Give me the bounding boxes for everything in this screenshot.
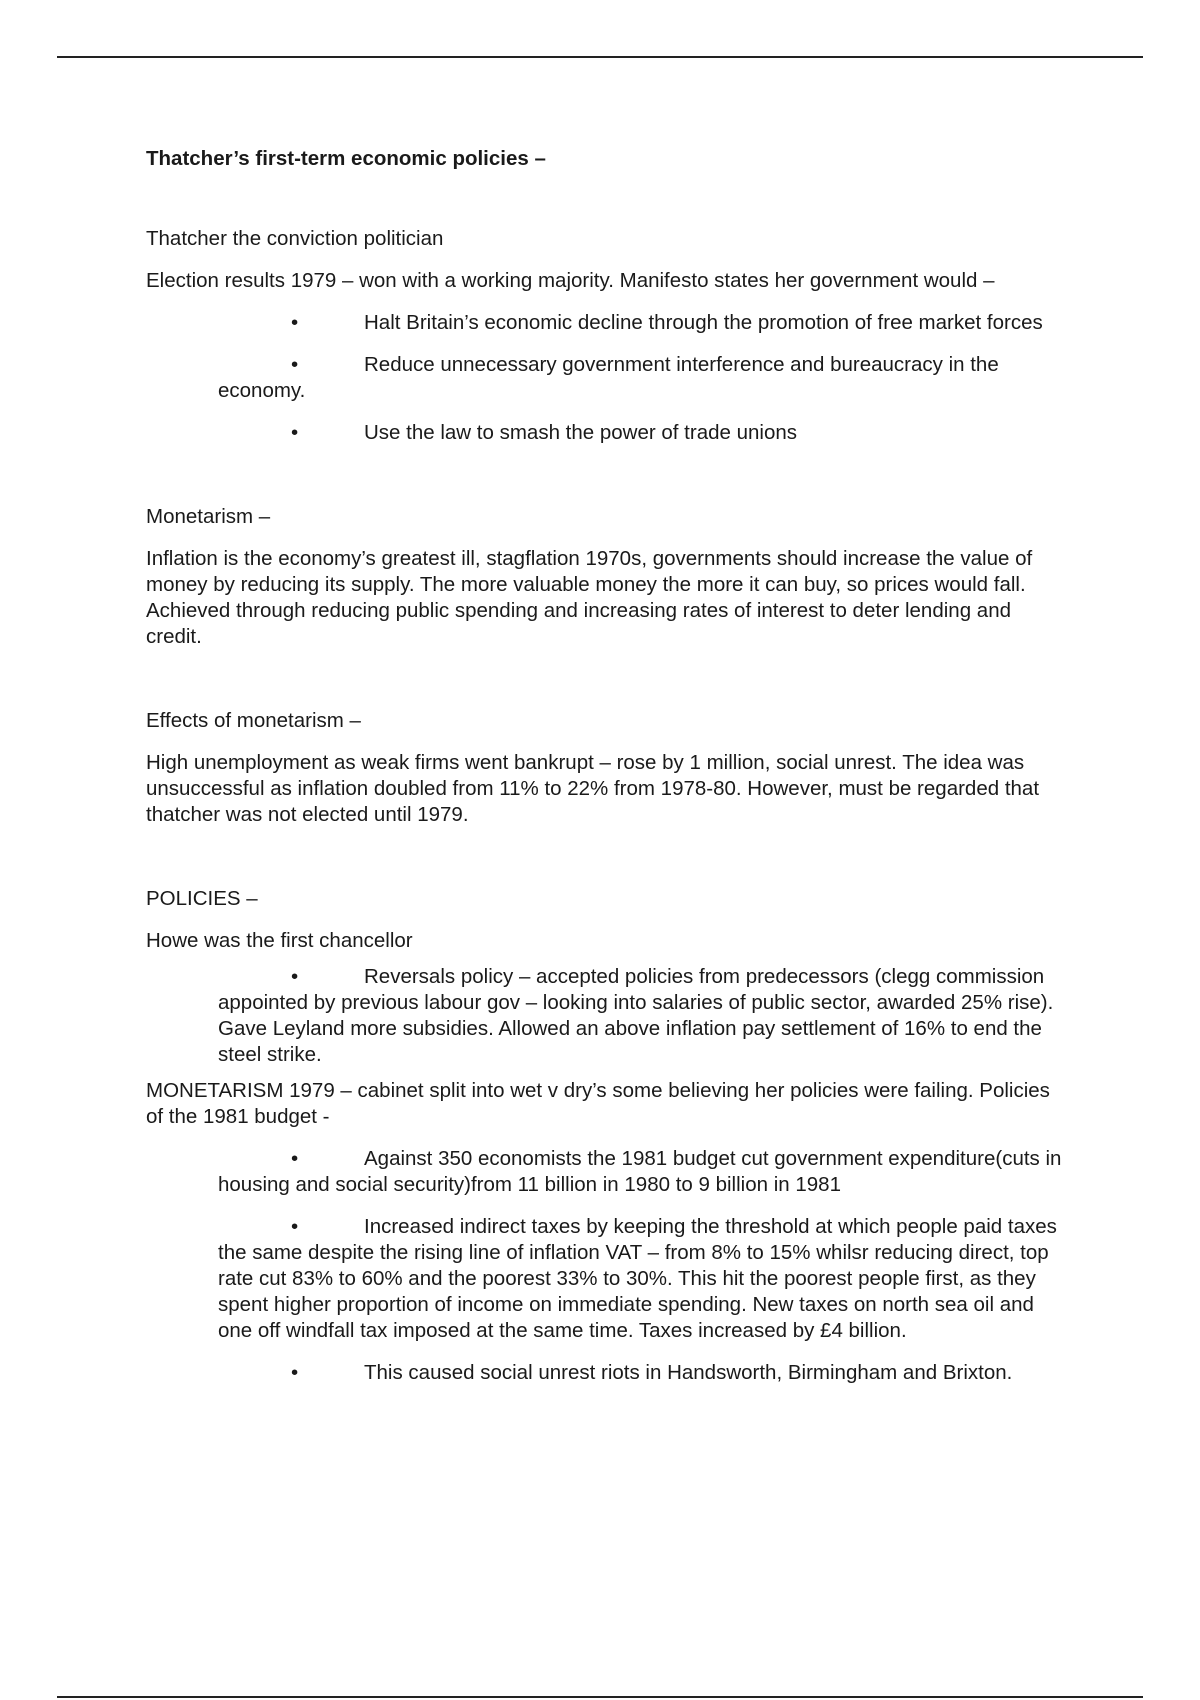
paragraph-monetarism: Inflation is the economy’s greatest ill, stagflation 1970s, governments should increase the value of money by reducing its supply. The more valuable money the more it can buy, so prices would fall. Achieved through reducing public spending and increasing rates of interest to deter lending and credit. [146, 547, 1033, 648]
list-item-text: Increased indirect taxes by keeping the threshold at which people paid taxes the same despite the rising line of inflation VAT – from 8% to 15% whilsr reducing direct, top rate cut 83% to 60% and the poorest 33% to 30%. This hit the poorest people first, as they spent higher proportion of income on immediate spending. New taxes on north sea oil and one off windfall tax imposed at the same time. Taxes increased by £4 billion. [218, 1215, 1057, 1342]
spacer [146, 462, 1066, 504]
bullet-icon: • [291, 421, 299, 444]
heading-policies: POLICIES – [146, 887, 258, 910]
spacer [146, 666, 1066, 708]
list-item [218, 1214, 1066, 1344]
heading-monetarism: Monetarism – [146, 505, 271, 528]
list-item [218, 310, 1066, 336]
list-item [218, 1146, 1066, 1198]
bottom-rule [57, 1696, 1143, 1698]
document-body [146, 146, 1066, 1402]
bullet-icon: • [291, 1361, 299, 1384]
paragraph-howe: Howe was the first chancellor [146, 929, 413, 952]
list-item [218, 964, 1066, 1068]
list-item-text: Reduce unnecessary government interference and bureaucracy in the economy. [218, 353, 999, 402]
list-item-text: Reversals policy – accepted policies from predecessors (clegg commission appointed by previous labour gov – looking into salaries of public sector, awarded 25% rise). Gave Leyland more subsidies. Allowed an above inflation pay settlement of 16% to end the steel strike. [218, 965, 1054, 1066]
list-item-text: Halt Britain’s economic decline through the promotion of free market forces [364, 311, 1043, 334]
list-item [218, 352, 1066, 404]
list-item-text: This caused social unrest riots in Handsworth, Birmingham and Brixton. [364, 1361, 1013, 1384]
heading-effects: Effects of monetarism – [146, 709, 361, 732]
bullet-icon: • [291, 1147, 299, 1170]
list-item [218, 420, 1066, 446]
spacer [146, 844, 1066, 886]
bullet-icon: • [291, 353, 299, 376]
paragraph-election: Election results 1979 – won with a working majority. Manifesto states her government would – [146, 269, 995, 292]
bullet-icon: • [291, 311, 299, 334]
bullet-icon: • [291, 965, 299, 988]
document-title: Thatcher’s first-term economic policies – [146, 147, 546, 170]
bullet-icon: • [291, 1215, 299, 1238]
heading-conviction: Thatcher the conviction politician [146, 227, 444, 250]
list-item-text: Against 350 economists the 1981 budget cut government expenditure(cuts in housing and social security)from 11 billion in 1980 to 9 billion in 1981 [218, 1147, 1062, 1196]
list-item [218, 1360, 1066, 1386]
top-rule [57, 56, 1143, 58]
paragraph-effects: High unemployment as weak firms went bankrupt – rose by 1 million, social unrest. The idea was unsuccessful as inflation doubled from 11% to 22% from 1978-80. However, must be regarded that thatcher was not elected until 1979. [146, 751, 1040, 826]
paragraph-monetarism-1979: MONETARISM 1979 – cabinet split into wet v dry’s some believing her policies were failing. Policies of the 1981 budget - [146, 1079, 1050, 1128]
list-item-text: Use the law to smash the power of trade unions [364, 421, 798, 444]
